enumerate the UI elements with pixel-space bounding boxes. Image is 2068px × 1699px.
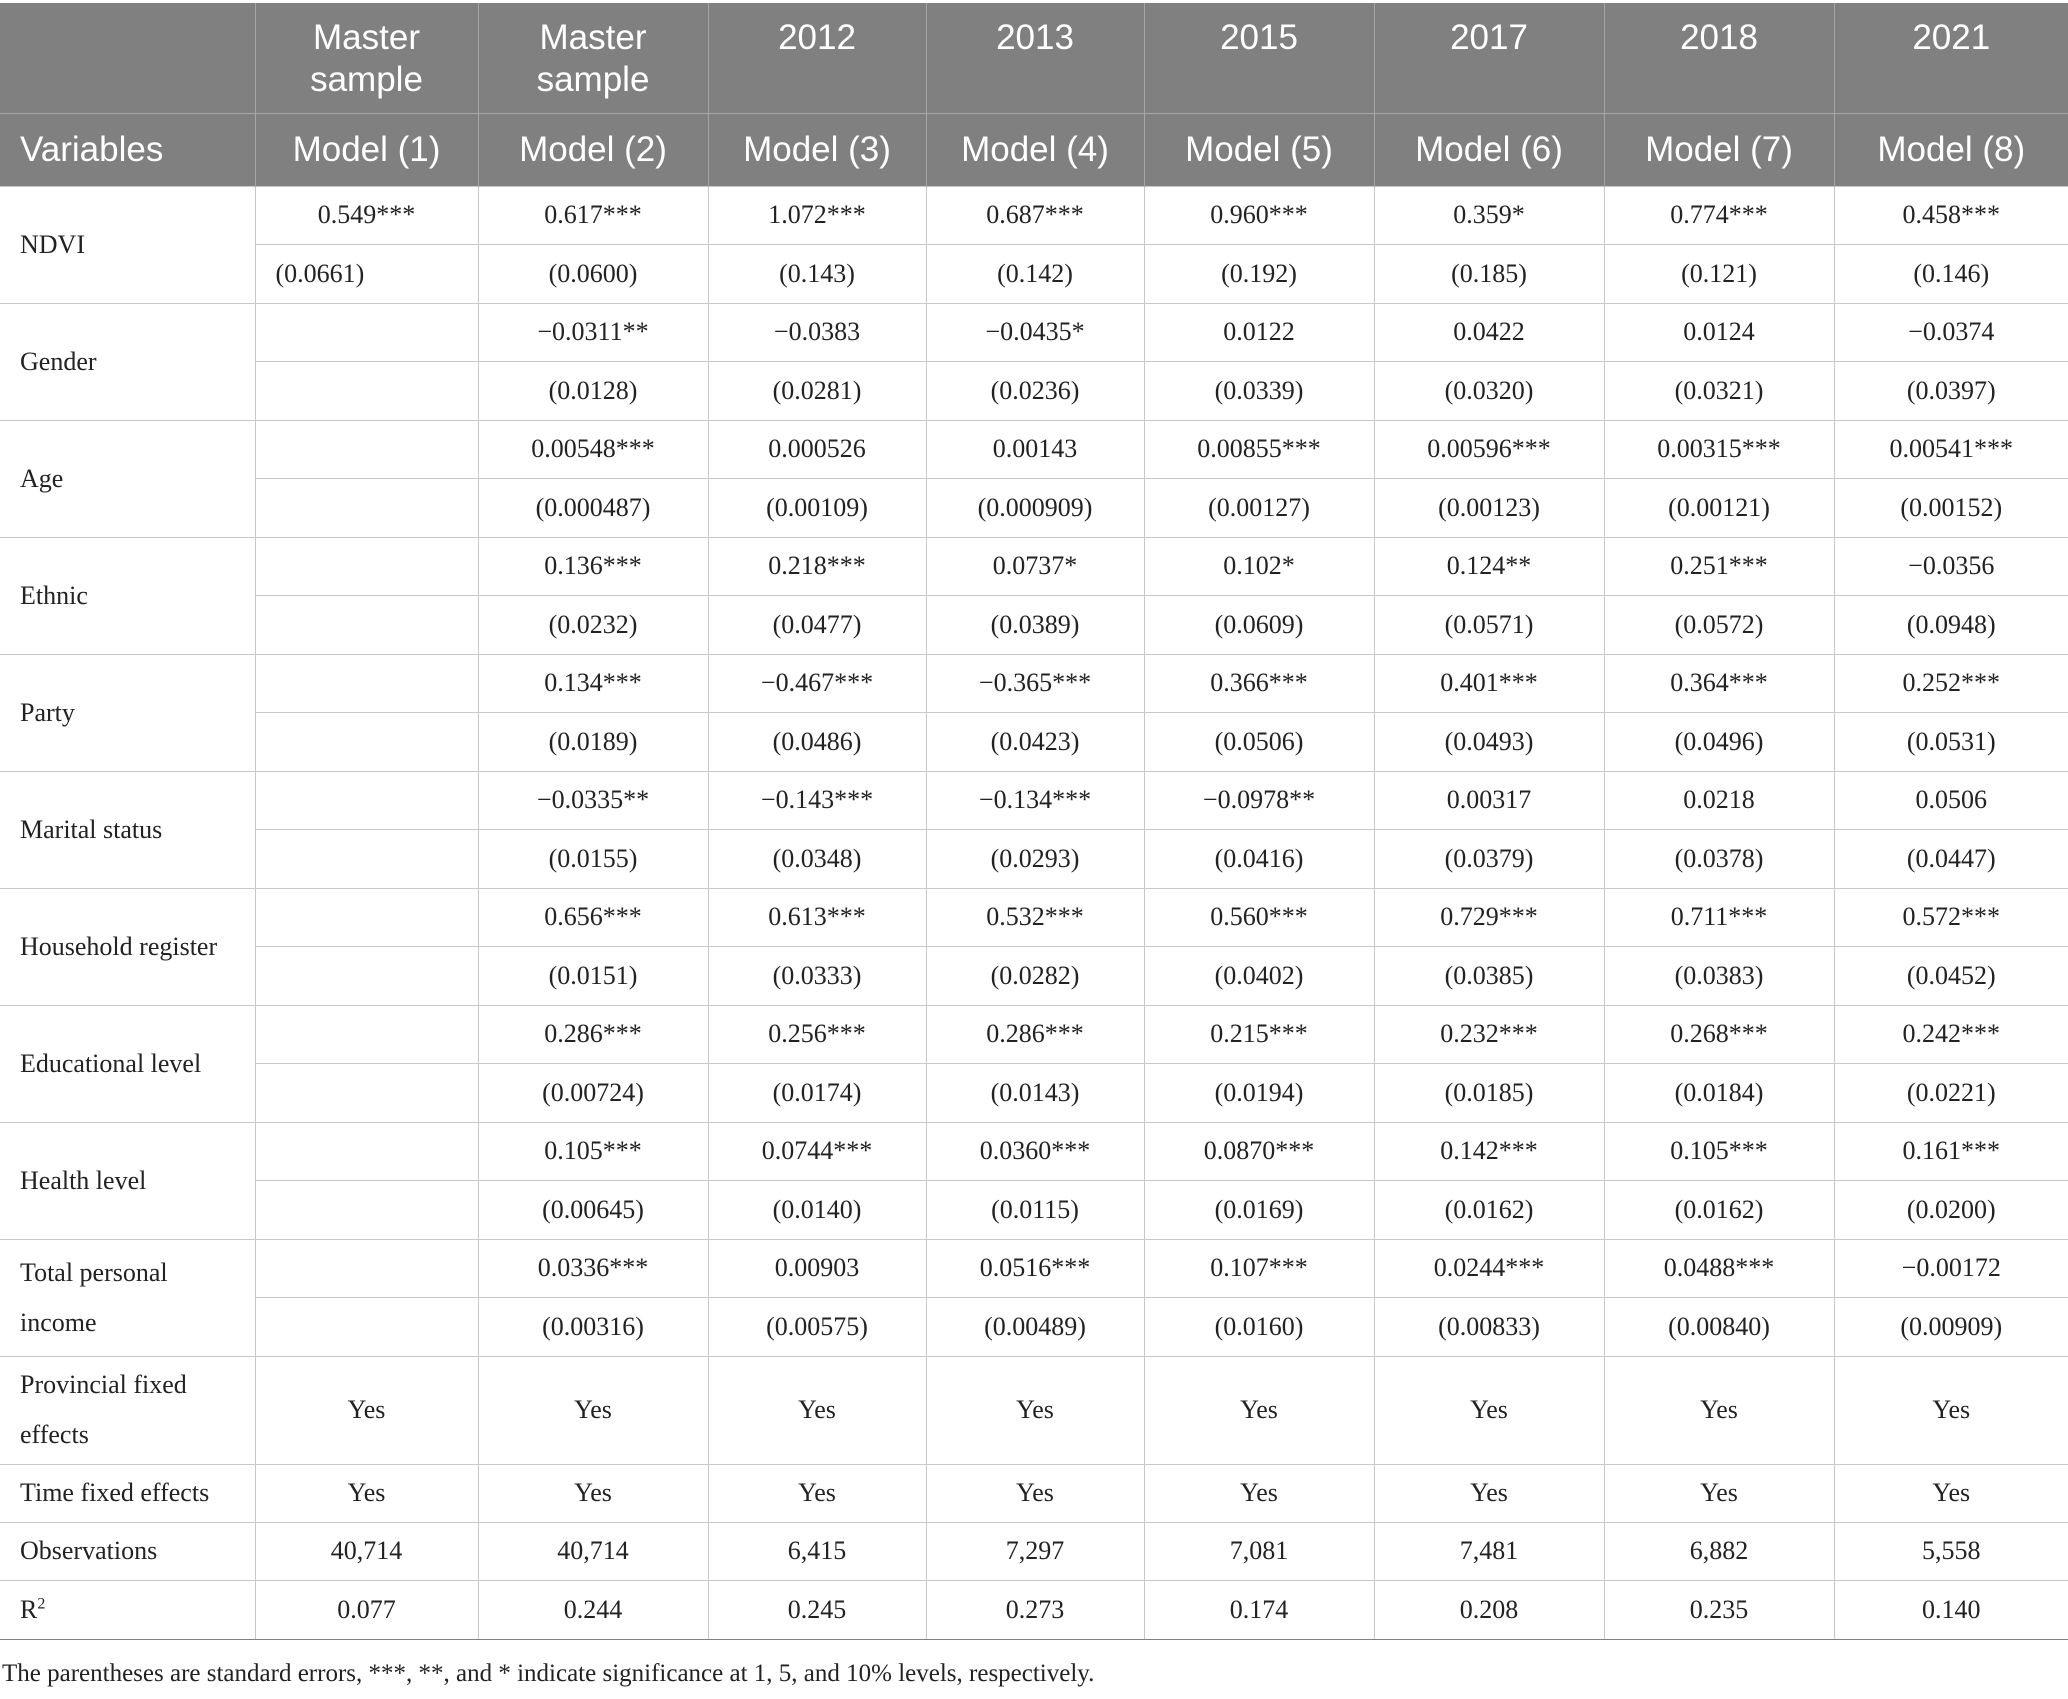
- summary-cell: Yes: [478, 1356, 708, 1464]
- coef-cell: 0.124**: [1374, 537, 1604, 595]
- variable-label: Marital status: [0, 771, 255, 888]
- se-cell: (0.0339): [1144, 361, 1374, 420]
- se-cell: (0.146): [1834, 244, 2068, 303]
- se-cell: (0.0452): [1834, 946, 2068, 1005]
- r2-cell: 0.208: [1374, 1580, 1604, 1639]
- variable-label: Household register: [0, 888, 255, 1005]
- table-row-coef: [0, 537, 2068, 595]
- table-row-se: [0, 829, 2068, 888]
- coef-cell: −0.0978**: [1144, 771, 1374, 829]
- se-cell: [255, 1297, 478, 1356]
- se-cell: (0.0155): [478, 829, 708, 888]
- coef-cell: 0.0506: [1834, 771, 2068, 829]
- summary-cell: Yes: [708, 1356, 926, 1464]
- se-cell: (0.0194): [1144, 1063, 1374, 1122]
- se-cell: (0.0506): [1144, 712, 1374, 771]
- se-cell: (0.00127): [1144, 478, 1374, 537]
- header-cell-model: Model (5): [1144, 113, 1374, 186]
- se-cell: (0.0282): [926, 946, 1144, 1005]
- se-cell: (0.0531): [1834, 712, 2068, 771]
- header-row-sample: [0, 3, 2068, 113]
- coef-cell: 0.0336***: [478, 1239, 708, 1297]
- se-cell: (0.00123): [1374, 478, 1604, 537]
- coef-cell: −0.0311**: [478, 303, 708, 361]
- table-row-se: [0, 478, 2068, 537]
- coef-cell: −0.0374: [1834, 303, 2068, 361]
- coef-cell: −0.467***: [708, 654, 926, 712]
- coef-cell: 0.458***: [1834, 186, 2068, 244]
- coef-cell: −0.143***: [708, 771, 926, 829]
- header-cell: 2018: [1604, 3, 1834, 113]
- coef-cell: 0.00143: [926, 420, 1144, 478]
- table-row-summary: [0, 1464, 2068, 1522]
- coef-cell: 0.572***: [1834, 888, 2068, 946]
- coef-cell: 0.774***: [1604, 186, 1834, 244]
- table-header: [0, 3, 2068, 186]
- coef-cell: −0.0383: [708, 303, 926, 361]
- table-row-r2: [0, 1580, 2068, 1639]
- summary-cell: 7,481: [1374, 1522, 1604, 1580]
- se-cell: (0.0185): [1374, 1063, 1604, 1122]
- summary-label: Provincial fixed effects: [0, 1356, 255, 1464]
- coef-cell: [255, 420, 478, 478]
- coef-cell: [255, 654, 478, 712]
- table-row-coef: [0, 771, 2068, 829]
- coef-cell: −0.0335**: [478, 771, 708, 829]
- coef-cell: −0.00172: [1834, 1239, 2068, 1297]
- header-cell: 2017: [1374, 3, 1604, 113]
- se-cell: (0.00833): [1374, 1297, 1604, 1356]
- coef-cell: 0.105***: [478, 1122, 708, 1180]
- coef-cell: 0.0124: [1604, 303, 1834, 361]
- r2-cell: 0.077: [255, 1580, 478, 1639]
- header-cell: Master sample: [478, 3, 708, 113]
- se-cell: (0.0281): [708, 361, 926, 420]
- coef-cell: 0.134***: [478, 654, 708, 712]
- header-cell: Master sample: [255, 3, 478, 113]
- se-cell: (0.0378): [1604, 829, 1834, 888]
- se-cell: (0.0486): [708, 712, 926, 771]
- table-row-se: [0, 361, 2068, 420]
- se-cell: (0.00575): [708, 1297, 926, 1356]
- se-cell: [255, 595, 478, 654]
- header-cell-model: Model (8): [1834, 113, 2068, 186]
- coef-cell: 0.000526: [708, 420, 926, 478]
- variable-label: Age: [0, 420, 255, 537]
- table-row-se: [0, 1297, 2068, 1356]
- se-cell: [255, 478, 478, 537]
- se-cell: (0.0128): [478, 361, 708, 420]
- coef-cell: 0.107***: [1144, 1239, 1374, 1297]
- se-cell: (0.0162): [1374, 1180, 1604, 1239]
- table-row-coef: [0, 888, 2068, 946]
- coef-cell: 0.549***: [255, 186, 478, 244]
- se-cell: (0.000909): [926, 478, 1144, 537]
- se-cell: [255, 361, 478, 420]
- r2-label: [0, 1580, 255, 1639]
- table-row-se: [0, 244, 2068, 303]
- se-cell: (0.0160): [1144, 1297, 1374, 1356]
- header-cell: [0, 3, 255, 113]
- coef-cell: 0.215***: [1144, 1005, 1374, 1063]
- coef-cell: 0.0360***: [926, 1122, 1144, 1180]
- se-cell: (0.0348): [708, 829, 926, 888]
- header-cell-model: Model (1): [255, 113, 478, 186]
- summary-cell: Yes: [1834, 1464, 2068, 1522]
- se-cell: (0.00489): [926, 1297, 1144, 1356]
- se-cell: (0.0174): [708, 1063, 926, 1122]
- se-cell: (0.0416): [1144, 829, 1374, 888]
- se-cell: (0.0447): [1834, 829, 2068, 888]
- summary-cell: 5,558: [1834, 1522, 2068, 1580]
- se-cell: (0.0232): [478, 595, 708, 654]
- se-cell: (0.0321): [1604, 361, 1834, 420]
- summary-cell: Yes: [1374, 1464, 1604, 1522]
- coef-cell: 0.687***: [926, 186, 1144, 244]
- coef-cell: 0.00903: [708, 1239, 926, 1297]
- table-row-summary: [0, 1522, 2068, 1580]
- coef-cell: 0.136***: [478, 537, 708, 595]
- summary-cell: 6,415: [708, 1522, 926, 1580]
- coef-cell: 0.359*: [1374, 186, 1604, 244]
- r2-cell: 0.140: [1834, 1580, 2068, 1639]
- header-cell: 2021: [1834, 3, 2068, 113]
- se-cell: (0.185): [1374, 244, 1604, 303]
- se-cell: (0.0383): [1604, 946, 1834, 1005]
- se-cell: (0.00840): [1604, 1297, 1834, 1356]
- se-cell: (0.00909): [1834, 1297, 2068, 1356]
- table-row-se: [0, 1063, 2068, 1122]
- se-cell: (0.0477): [708, 595, 926, 654]
- se-cell: (0.0169): [1144, 1180, 1374, 1239]
- coef-cell: 0.142***: [1374, 1122, 1604, 1180]
- table-row-coef: [0, 420, 2068, 478]
- coef-cell: 0.0218: [1604, 771, 1834, 829]
- se-cell: (0.0162): [1604, 1180, 1834, 1239]
- coef-cell: 0.617***: [478, 186, 708, 244]
- coef-cell: −0.0435*: [926, 303, 1144, 361]
- summary-cell: Yes: [1144, 1356, 1374, 1464]
- se-cell: (0.0402): [1144, 946, 1374, 1005]
- se-cell: (0.0379): [1374, 829, 1604, 888]
- se-cell: (0.0496): [1604, 712, 1834, 771]
- coef-cell: [255, 1005, 478, 1063]
- se-cell: (0.0600): [478, 244, 708, 303]
- se-cell: (0.000487): [478, 478, 708, 537]
- se-cell: (0.0609): [1144, 595, 1374, 654]
- summary-label: Observations: [0, 1522, 255, 1580]
- summary-cell: Yes: [1144, 1464, 1374, 1522]
- coef-cell: −0.134***: [926, 771, 1144, 829]
- coef-cell: 0.711***: [1604, 888, 1834, 946]
- coef-cell: 0.242***: [1834, 1005, 2068, 1063]
- se-cell: [255, 712, 478, 771]
- header-cell: 2012: [708, 3, 926, 113]
- se-cell: (0.192): [1144, 244, 1374, 303]
- summary-cell: Yes: [255, 1356, 478, 1464]
- coef-cell: 0.218***: [708, 537, 926, 595]
- r2-cell: 0.273: [926, 1580, 1144, 1639]
- coef-cell: 1.072***: [708, 186, 926, 244]
- se-cell: (0.0236): [926, 361, 1144, 420]
- table-body: [0, 186, 2068, 1639]
- se-cell: (0.0320): [1374, 361, 1604, 420]
- summary-cell: 7,297: [926, 1522, 1144, 1580]
- coef-cell: [255, 1239, 478, 1297]
- header-cell: 2013: [926, 3, 1144, 113]
- coef-cell: [255, 1122, 478, 1180]
- header-cell-model: Model (6): [1374, 113, 1604, 186]
- summary-cell: Yes: [478, 1464, 708, 1522]
- variable-label: Health level: [0, 1122, 255, 1239]
- coef-cell: 0.532***: [926, 888, 1144, 946]
- coef-cell: 0.0122: [1144, 303, 1374, 361]
- se-cell: (0.0221): [1834, 1063, 2068, 1122]
- coef-cell: 0.00548***: [478, 420, 708, 478]
- coef-cell: 0.00541***: [1834, 420, 2068, 478]
- se-cell: (0.0189): [478, 712, 708, 771]
- se-cell: (0.00109): [708, 478, 926, 537]
- coef-cell: 0.232***: [1374, 1005, 1604, 1063]
- summary-cell: Yes: [926, 1464, 1144, 1522]
- r2-cell: 0.235: [1604, 1580, 1834, 1639]
- se-cell: [255, 829, 478, 888]
- coef-cell: 0.256***: [708, 1005, 926, 1063]
- variable-label: NDVI: [0, 186, 255, 303]
- se-cell: [255, 1063, 478, 1122]
- se-cell: (0.00121): [1604, 478, 1834, 537]
- variable-label: Gender: [0, 303, 255, 420]
- coef-cell: 0.252***: [1834, 654, 2068, 712]
- variable-label: Total personal income: [0, 1239, 255, 1356]
- coef-cell: [255, 303, 478, 361]
- summary-cell: Yes: [1604, 1464, 1834, 1522]
- header-cell: 2015: [1144, 3, 1374, 113]
- table-row-se: [0, 1180, 2068, 1239]
- se-cell: (0.0143): [926, 1063, 1144, 1122]
- table-row-coef: [0, 1005, 2068, 1063]
- coef-cell: −0.365***: [926, 654, 1144, 712]
- coef-cell: 0.0488***: [1604, 1239, 1834, 1297]
- header-cell-model: Model (7): [1604, 113, 1834, 186]
- coef-cell: 0.0744***: [708, 1122, 926, 1180]
- se-cell: (0.0184): [1604, 1063, 1834, 1122]
- table-row-coef: [0, 1122, 2068, 1180]
- coef-cell: 0.656***: [478, 888, 708, 946]
- coef-cell: 0.0244***: [1374, 1239, 1604, 1297]
- coef-cell: [255, 771, 478, 829]
- se-cell: (0.0661): [255, 244, 478, 303]
- se-cell: (0.0397): [1834, 361, 2068, 420]
- se-cell: (0.0572): [1604, 595, 1834, 654]
- se-cell: (0.0385): [1374, 946, 1604, 1005]
- coef-cell: 0.102*: [1144, 537, 1374, 595]
- r2-label-base: R: [20, 1594, 38, 1624]
- r2-cell: 0.174: [1144, 1580, 1374, 1639]
- summary-cell: Yes: [1604, 1356, 1834, 1464]
- coef-cell: 0.00596***: [1374, 420, 1604, 478]
- coef-cell: 0.105***: [1604, 1122, 1834, 1180]
- coef-cell: [255, 888, 478, 946]
- coef-cell: −0.0356: [1834, 537, 2068, 595]
- se-cell: (0.0151): [478, 946, 708, 1005]
- header-cell-model: Model (3): [708, 113, 926, 186]
- coef-cell: 0.729***: [1374, 888, 1604, 946]
- table-row-se: [0, 595, 2068, 654]
- table-row-coef: [0, 654, 2068, 712]
- table-row-se: [0, 946, 2068, 1005]
- se-cell: (0.0389): [926, 595, 1144, 654]
- summary-cell: Yes: [708, 1464, 926, 1522]
- se-cell: (0.0493): [1374, 712, 1604, 771]
- se-cell: (0.0115): [926, 1180, 1144, 1239]
- se-cell: (0.00645): [478, 1180, 708, 1239]
- summary-cell: 6,882: [1604, 1522, 1834, 1580]
- summary-cell: Yes: [255, 1464, 478, 1522]
- se-cell: (0.0200): [1834, 1180, 2068, 1239]
- table-row-coef: [0, 1239, 2068, 1297]
- summary-cell: Yes: [1834, 1356, 2068, 1464]
- summary-cell: Yes: [926, 1356, 1144, 1464]
- r2-cell: 0.244: [478, 1580, 708, 1639]
- coef-cell: 0.251***: [1604, 537, 1834, 595]
- se-cell: (0.0423): [926, 712, 1144, 771]
- summary-label: Time fixed effects: [0, 1464, 255, 1522]
- table-footnote: The parentheses are standard errors, ***, **, and * indicate significance at 1, 5, and 10% levels, respectively.: [2, 1660, 1095, 1687]
- table-row-se: [0, 712, 2068, 771]
- coef-cell: 0.00315***: [1604, 420, 1834, 478]
- se-cell: (0.0293): [926, 829, 1144, 888]
- coef-cell: 0.364***: [1604, 654, 1834, 712]
- header-cell-model: Model (2): [478, 113, 708, 186]
- r2-label-superscript: 2: [37, 1594, 46, 1612]
- coef-cell: 0.0516***: [926, 1239, 1144, 1297]
- table-row-coef: [0, 303, 2068, 361]
- coef-cell: 0.161***: [1834, 1122, 2068, 1180]
- coef-cell: 0.00855***: [1144, 420, 1374, 478]
- summary-cell: 40,714: [478, 1522, 708, 1580]
- coef-cell: 0.0422: [1374, 303, 1604, 361]
- table-row-summary: [0, 1356, 2068, 1464]
- se-cell: [255, 946, 478, 1005]
- se-cell: (0.00152): [1834, 478, 2068, 537]
- se-cell: (0.0140): [708, 1180, 926, 1239]
- se-cell: (0.00316): [478, 1297, 708, 1356]
- se-cell: (0.142): [926, 244, 1144, 303]
- coef-cell: 0.960***: [1144, 186, 1374, 244]
- coef-cell: 0.0737*: [926, 537, 1144, 595]
- coef-cell: 0.268***: [1604, 1005, 1834, 1063]
- table-row-coef: [0, 186, 2068, 244]
- coef-cell: 0.366***: [1144, 654, 1374, 712]
- coef-cell: 0.286***: [926, 1005, 1144, 1063]
- se-cell: (0.121): [1604, 244, 1834, 303]
- coef-cell: 0.401***: [1374, 654, 1604, 712]
- variable-label: Ethnic: [0, 537, 255, 654]
- variable-label: Party: [0, 654, 255, 771]
- se-cell: [255, 1180, 478, 1239]
- variable-label: Educational level: [0, 1005, 255, 1122]
- regression-table: [0, 3, 2068, 1640]
- coef-cell: 0.560***: [1144, 888, 1374, 946]
- se-cell: (0.143): [708, 244, 926, 303]
- coef-cell: 0.286***: [478, 1005, 708, 1063]
- header-row-models: [0, 113, 2068, 186]
- coef-cell: [255, 537, 478, 595]
- header-cell-variables: Variables: [0, 113, 255, 186]
- summary-cell: Yes: [1374, 1356, 1604, 1464]
- se-cell: (0.00724): [478, 1063, 708, 1122]
- se-cell: (0.0333): [708, 946, 926, 1005]
- coef-cell: 0.00317: [1374, 771, 1604, 829]
- se-cell: (0.0571): [1374, 595, 1604, 654]
- summary-cell: 40,714: [255, 1522, 478, 1580]
- summary-cell: 7,081: [1144, 1522, 1374, 1580]
- coef-cell: 0.0870***: [1144, 1122, 1374, 1180]
- r2-cell: 0.245: [708, 1580, 926, 1639]
- se-cell: (0.0948): [1834, 595, 2068, 654]
- coef-cell: 0.613***: [708, 888, 926, 946]
- header-cell-model: Model (4): [926, 113, 1144, 186]
